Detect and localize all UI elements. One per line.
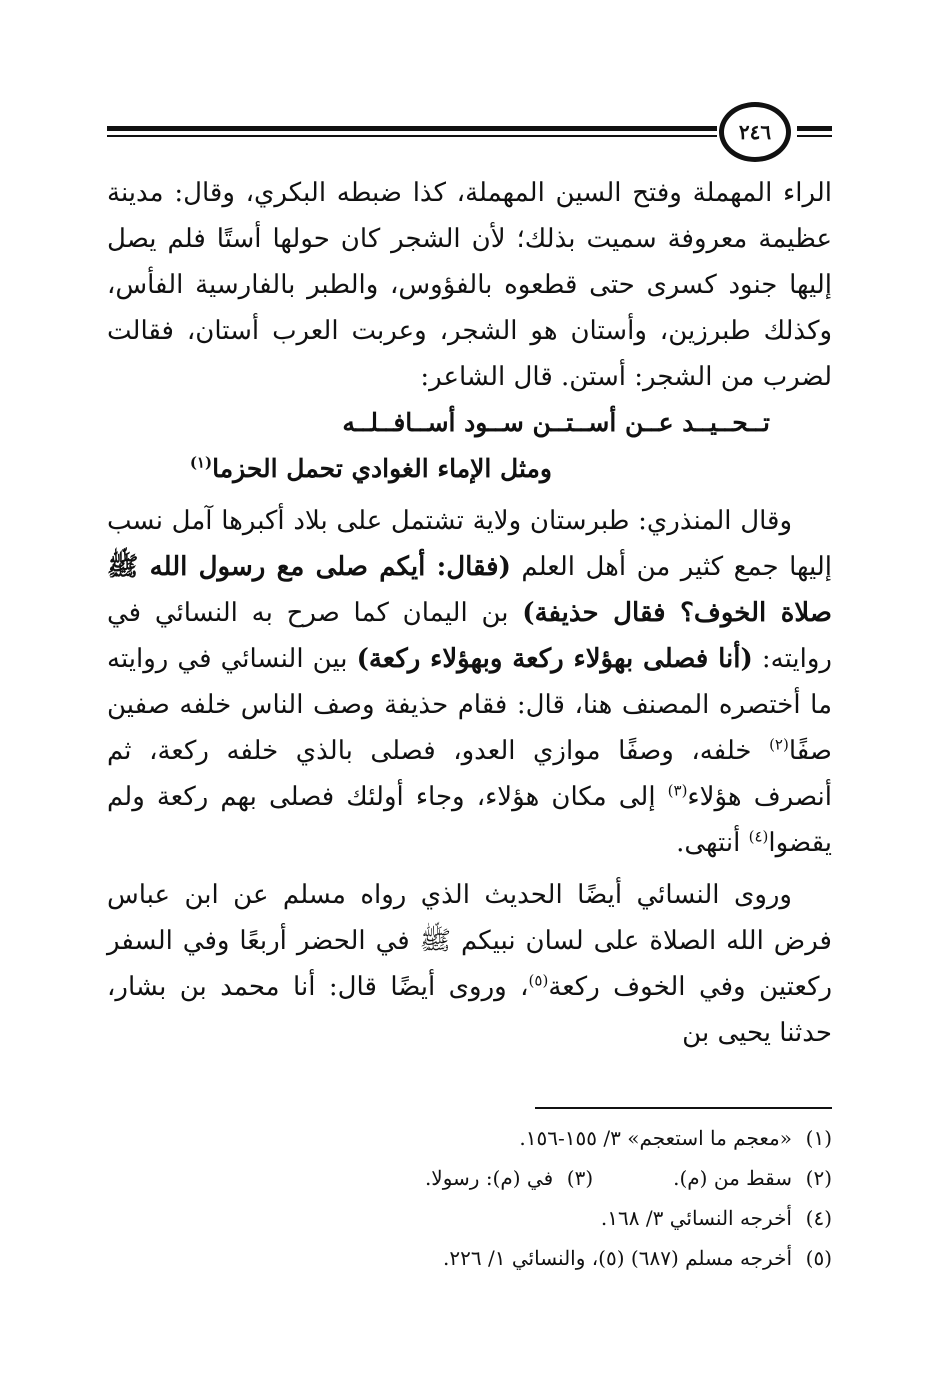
footnote-spacer [593, 1158, 673, 1198]
header-rule-thin-right [797, 135, 832, 137]
footnote-2-3 [107, 1158, 832, 1198]
footnote-ref-3: (٣) [667, 781, 688, 800]
footnote-text: سقط من (م). [673, 1166, 792, 1190]
poem-verse-2 [107, 446, 832, 492]
paragraph-3 [107, 872, 832, 1056]
p2-text-a: وقال المنذري: طبرستان ولاية تشتمل على بلاد أكبرها آمل نسب إليها جمع كثير من أهل العلم [107, 506, 832, 582]
paragraph-2 [107, 498, 832, 866]
footnote-5 [107, 1238, 832, 1278]
footnote-number: (٥) [805, 1246, 832, 1270]
p2-text-e: خلفه، وصفًا موازي العدو، فصلى بالذي خلفه ركعة، ثم أنصرف هؤلاء [107, 736, 833, 812]
p2-text-d: بين النسائي في روايته ما أختصره المصنف هنا، قال: فقام حذيفة وصف الناس خلفه صفين صفًا [107, 644, 832, 766]
p2-bold-quote-2: (أنا فصلى بهؤلاء ركعة وبهؤلاء ركعة) [356, 644, 753, 674]
footnote-ref-2: (٢) [769, 735, 789, 754]
footnote-4 [107, 1198, 832, 1238]
footnote-1 [107, 1118, 832, 1158]
main-text [107, 170, 832, 1056]
footnote-ref-4: (٤) [748, 827, 769, 846]
p2-text-c: بن اليمان كما صرح به النسائي في روايته: [107, 598, 832, 674]
poem-verse-2-text: ومثل الإماء الغوادي تحمل الحزما [212, 454, 552, 483]
footnote-text: «معجم ما استعجم» ٣/ ١٥٥-١٥٦. [519, 1126, 792, 1150]
p2-bold-quote-1: (فقال: أيكم صلى مع رسول الله ﷺ صلاة الخوف؟ فقال حذيفة) [107, 552, 832, 628]
footnote-ref-5: (٥) [528, 971, 549, 990]
header-rule-thick [107, 126, 717, 131]
footnote-text: أخرجه مسلم (٦٨٧) (٥)، والنسائي ١/ ٢٢٦. [443, 1246, 792, 1270]
page-header [107, 102, 832, 172]
p3-text-b: ، وروى أيضًا قال: أنا محمد بن بشار، حدثنا يحيى بن [107, 972, 832, 1048]
footnote-text: في (م): رسولا. [424, 1166, 554, 1190]
footnote-ref-1: (١) [189, 453, 213, 472]
page-number: ٢٤٦ [719, 102, 791, 162]
poem-verse-1: تــحــيــد عــن أســتــن ســود أســافــلــه [342, 408, 770, 437]
footnote-number: (٢) [805, 1166, 832, 1190]
footnote-number: (٤) [805, 1206, 832, 1230]
p2-text-f: إلى مكان هؤلاء، وجاء أولئك فصلى بهم ركعة ولم يقضوا [107, 782, 832, 858]
footnote-separator [535, 1107, 832, 1109]
header-rule-thick-right [797, 126, 832, 131]
p2-text-g: أنتهى. [676, 828, 749, 858]
footnote-number: (١) [805, 1126, 832, 1150]
header-rule-thin [107, 135, 717, 137]
footnote-number: (٣) [566, 1166, 594, 1190]
paragraph-1: الراء المهملة وفتح السين المهملة، كذا ضبطه البكري، وقال: مدينة عظيمة معروفة سميت بذلك؛ لأن الشجر كان حولها أستًا فلم يصل إليها جنود كسرى حتى قطعوه بالفؤوس، والطبر بالفارسية الفأس، وكذلك طبرزين، وأستان هو الشجر، وعربت العرب أستان، فقالت لضرب من الشجر: أستن. قال الشاعر: [107, 178, 832, 392]
p3-text-a: وروى النسائي أيضًا الحديث الذي رواه مسلم عن ابن عباس فرض الله الصلاة على لسان نبيكم ﷺ في الحضر أربعًا وفي السفر ركعتين وفي الخوف ركعة [107, 880, 833, 1002]
footnotes [107, 1118, 832, 1278]
footnote-text: أخرجه النسائي ٣/ ١٦٨. [600, 1206, 792, 1230]
